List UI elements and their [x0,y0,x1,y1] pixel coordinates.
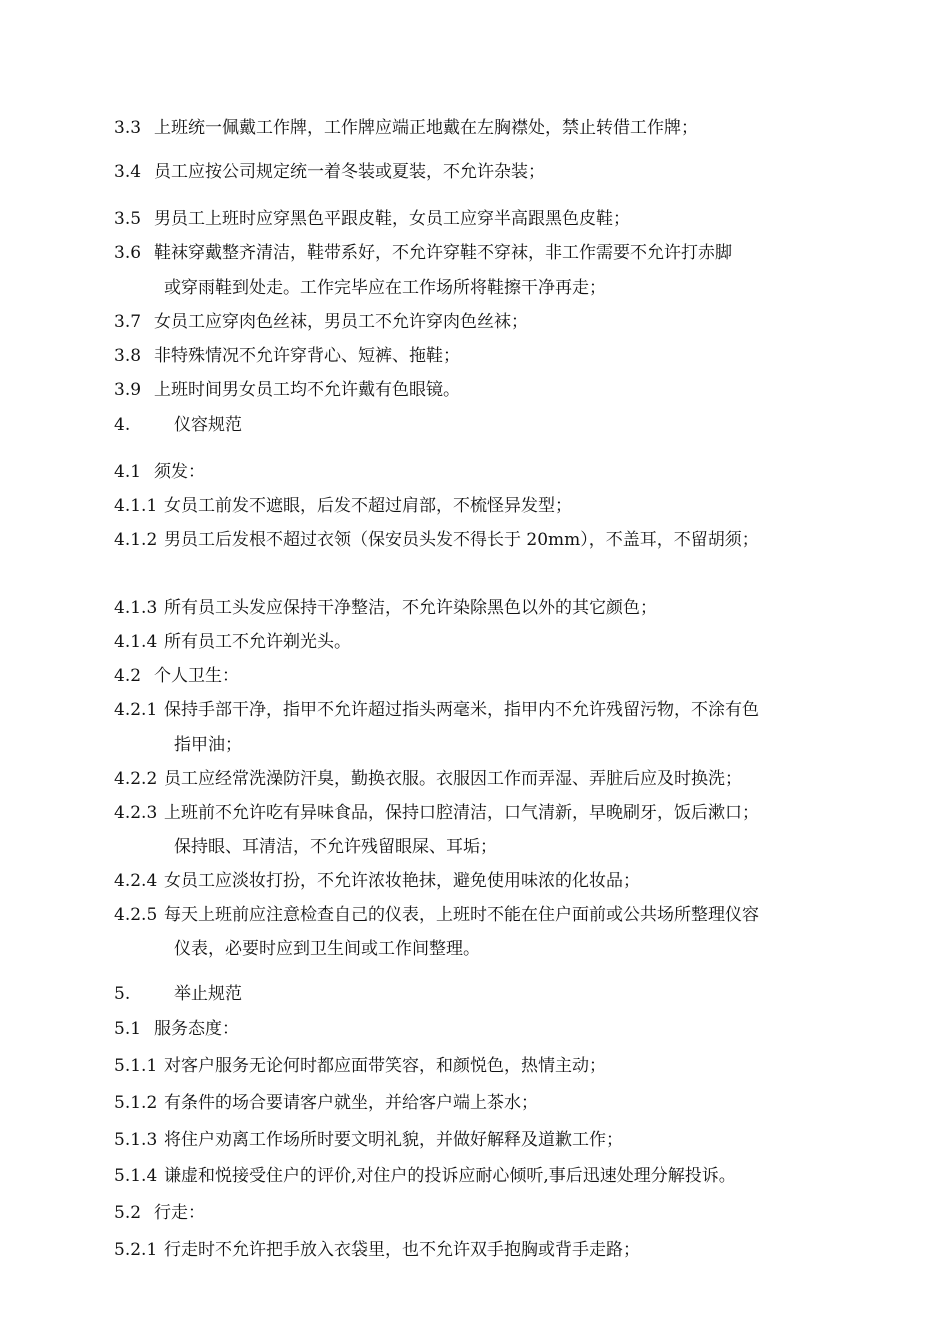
item-number: 3.7 [114,312,142,332]
item-text-continuation: 指甲油； [174,735,242,755]
item-number: 3.8 [114,346,142,366]
item-number: 5.2 [114,1203,142,1223]
item-text-continuation: 保持眼、耳清洁，不允许残留眼屎、耳垢； [174,837,497,857]
item-number: 3.5 [114,209,142,229]
item-number: 4.2.5 [114,905,158,925]
item-text: 男员工上班时应穿黑色平跟皮鞋，女员工应穿半高跟黑色皮鞋； [154,209,630,229]
item-text: 非特殊情况不允许穿背心、短裤、拖鞋； [154,346,460,366]
item-number: 5.1 [114,1019,142,1039]
item-text: 女员工前发不遮眼，后发不超过肩部，不梳怪异发型； [164,496,572,516]
item-text: 女员工应淡妆打扮，不允许浓妆艳抹，避免使用味浓的化妆品； [164,871,640,891]
item-number: 4.2.1 [114,700,158,720]
item-number: 4.1.1 [114,496,158,516]
section-number: 4. [114,415,131,435]
item-text: 行走时不允许把手放入衣袋里，也不允许双手抱胸或背手走路； [164,1240,640,1260]
item-number: 4.1.2 [114,530,158,550]
section-number: 5. [114,984,131,1004]
item-text: 对客户服务无论何时都应面带笑容，和颜悦色，热情主动； [164,1056,606,1076]
item-number: 5.1.4 [114,1166,158,1186]
item-text: 员工应按公司规定统一着冬装或夏装，不允许杂装； [154,162,545,182]
item-text: 所有员工不允许剃光头。 [164,632,351,652]
item-number: 3.3 [114,118,142,138]
item-text: 每天上班前应注意检查自己的仪表，上班时不能在住户面前或公共场所整理仪容 [164,905,759,925]
item-text: 鞋袜穿戴整齐清洁，鞋带系好，不允许穿鞋不穿袜，非工作需要不允许打赤脚 [154,243,732,263]
item-number: 4.1.3 [114,598,158,618]
item-text: 员工应经常洗澡防汗臭，勤换衣服。衣服因工作而弄湿、弄脏后应及时换洗； [164,769,742,789]
item-text: 个人卫生： [154,666,239,686]
item-text: 男员工后发根不超过衣领（保安员头发不得长于 20mm），不盖耳，不留胡须； [164,530,759,550]
item-text-continuation: 仪表，必要时应到卫生间或工作间整理。 [174,939,480,959]
item-number: 5.1.3 [114,1130,158,1150]
item-number: 5.1.1 [114,1056,158,1076]
item-number: 4.2.2 [114,769,158,789]
item-text: 女员工应穿肉色丝袜，男员工不允许穿肉色丝袜； [154,312,528,332]
item-text: 谦虚和悦接受住户的评价,对住户的投诉应耐心倾听,事后迅速处理分解投诉。 [164,1166,736,1186]
section-title: 仪容规范 [174,415,242,435]
item-number: 3.4 [114,162,142,182]
section-title: 举止规范 [174,984,242,1004]
item-text: 所有员工头发应保持干净整洁，不允许染除黑色以外的其它颜色； [164,598,657,618]
item-text: 有条件的场合要请客户就坐，并给客户端上茶水； [164,1093,538,1113]
item-text: 服务态度： [154,1019,239,1039]
item-text: 上班统一佩戴工作牌，工作牌应端正地戴在左胸襟处，禁止转借工作牌； [154,118,698,138]
item-text-continuation: 或穿雨鞋到处走。工作完毕应在工作场所将鞋擦干净再走； [164,278,606,298]
item-text: 保持手部干净，指甲不允许超过指头两毫米，指甲内不允许残留污物，不涂有色 [164,700,759,720]
item-number: 3.9 [114,380,142,400]
item-number: 4.2 [114,666,142,686]
item-text: 行走： [154,1203,205,1223]
item-text: 上班时间男女员工均不允许戴有色眼镜。 [154,380,460,400]
item-number: 4.2.3 [114,803,158,823]
item-number: 4.1.4 [114,632,158,652]
item-number: 4.2.4 [114,871,158,891]
item-number: 4.1 [114,462,142,482]
item-number: 3.6 [114,243,142,263]
item-number: 5.1.2 [114,1093,158,1113]
item-text: 须发： [154,462,205,482]
item-text: 上班前不允许吃有异味食品，保持口腔清洁，口气清新，早晚刷牙，饭后漱口； [164,803,759,823]
item-text: 将住户劝离工作场所时要文明礼貌，并做好解释及道歉工作； [164,1130,623,1150]
item-number: 5.2.1 [114,1240,158,1260]
